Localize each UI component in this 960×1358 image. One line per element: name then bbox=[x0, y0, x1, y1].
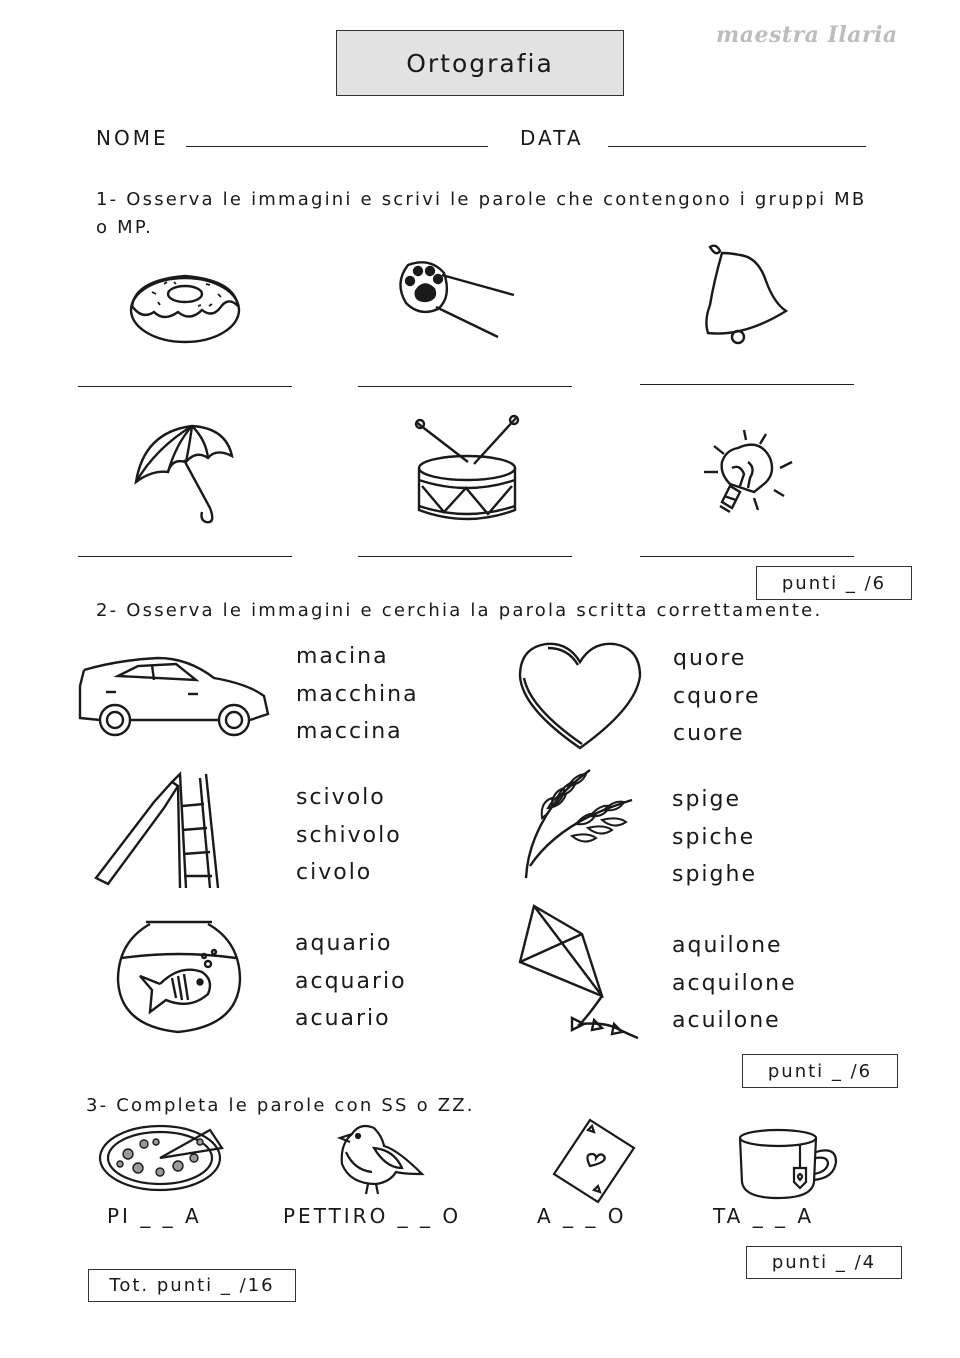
lightbulb-icon bbox=[700, 428, 796, 520]
fill-in-word: PI _ _ A bbox=[107, 1204, 202, 1228]
word-option[interactable]: cuore bbox=[673, 721, 745, 746]
heart-icon bbox=[518, 642, 642, 750]
word-option[interactable]: acuario bbox=[295, 1006, 391, 1031]
word-option[interactable]: macina bbox=[296, 644, 389, 669]
word-option[interactable]: spiche bbox=[672, 824, 756, 850]
cup-icon bbox=[738, 1128, 838, 1200]
slide-icon bbox=[94, 772, 222, 890]
exercise3-instruction: 3- Completa le parole con SS o ZZ. bbox=[86, 1095, 475, 1116]
kite-icon bbox=[518, 904, 640, 1040]
ace-card-icon bbox=[552, 1118, 636, 1204]
drum-icon bbox=[414, 416, 520, 526]
exercise1-instruction: 1- Osserva le immagini e scrivi le parole che contengono i gruppi MB o MP. bbox=[96, 189, 867, 238]
date-label: DATA bbox=[520, 126, 584, 150]
fill-in-word: PETTIRO _ _ O bbox=[283, 1204, 462, 1228]
wheat-icon bbox=[520, 766, 636, 880]
word-option[interactable]: schivolo bbox=[296, 822, 402, 848]
name-line[interactable] bbox=[186, 146, 488, 147]
paw-icon bbox=[394, 257, 518, 341]
bell-icon bbox=[700, 241, 788, 345]
fill-in-word: TA _ _ A bbox=[713, 1204, 815, 1228]
answer-line[interactable] bbox=[640, 556, 854, 557]
word-option[interactable]: civolo bbox=[296, 860, 373, 885]
umbrella-icon bbox=[134, 424, 234, 528]
total-score-box: Tot. punti _ /16 bbox=[88, 1269, 296, 1302]
score-box: punti _ /4 bbox=[746, 1246, 902, 1279]
word-option[interactable]: acuilone bbox=[672, 1008, 781, 1033]
name-label: NOME bbox=[96, 126, 169, 150]
robin-icon bbox=[338, 1122, 424, 1196]
answer-line[interactable] bbox=[640, 384, 854, 385]
page-title: Ortografia bbox=[336, 30, 624, 96]
author-logo: maestra Ilaria bbox=[716, 22, 898, 48]
date-line[interactable] bbox=[608, 146, 866, 147]
answer-line[interactable] bbox=[358, 556, 572, 557]
donut-icon bbox=[128, 266, 242, 346]
word-option[interactable]: aquario bbox=[295, 931, 393, 956]
word-option[interactable]: spighe bbox=[672, 862, 757, 887]
car-icon bbox=[78, 656, 270, 738]
fill-in-word: A _ _ O bbox=[537, 1204, 627, 1228]
word-option[interactable]: spige bbox=[672, 787, 742, 812]
word-option[interactable]: macchina bbox=[296, 681, 419, 707]
exercise2-instruction: 2- Osserva le immagini e cerchia la parola scritta correttamente. bbox=[96, 600, 823, 621]
word-option[interactable]: aquilone bbox=[672, 933, 783, 958]
answer-line[interactable] bbox=[358, 386, 572, 387]
word-option[interactable]: acquario bbox=[295, 968, 407, 994]
word-option[interactable]: acquilone bbox=[672, 970, 797, 996]
score-box: punti _ /6 bbox=[756, 566, 912, 600]
word-option[interactable]: quore bbox=[673, 646, 747, 671]
answer-line[interactable] bbox=[78, 386, 292, 387]
fishbowl-icon bbox=[116, 918, 242, 1034]
answer-line[interactable] bbox=[78, 556, 292, 557]
word-option[interactable]: cquore bbox=[673, 683, 761, 709]
word-option[interactable]: scivolo bbox=[296, 785, 386, 810]
pizza-icon bbox=[98, 1124, 224, 1192]
score-box: punti _ /6 bbox=[742, 1054, 898, 1088]
word-option[interactable]: maccina bbox=[296, 719, 403, 744]
